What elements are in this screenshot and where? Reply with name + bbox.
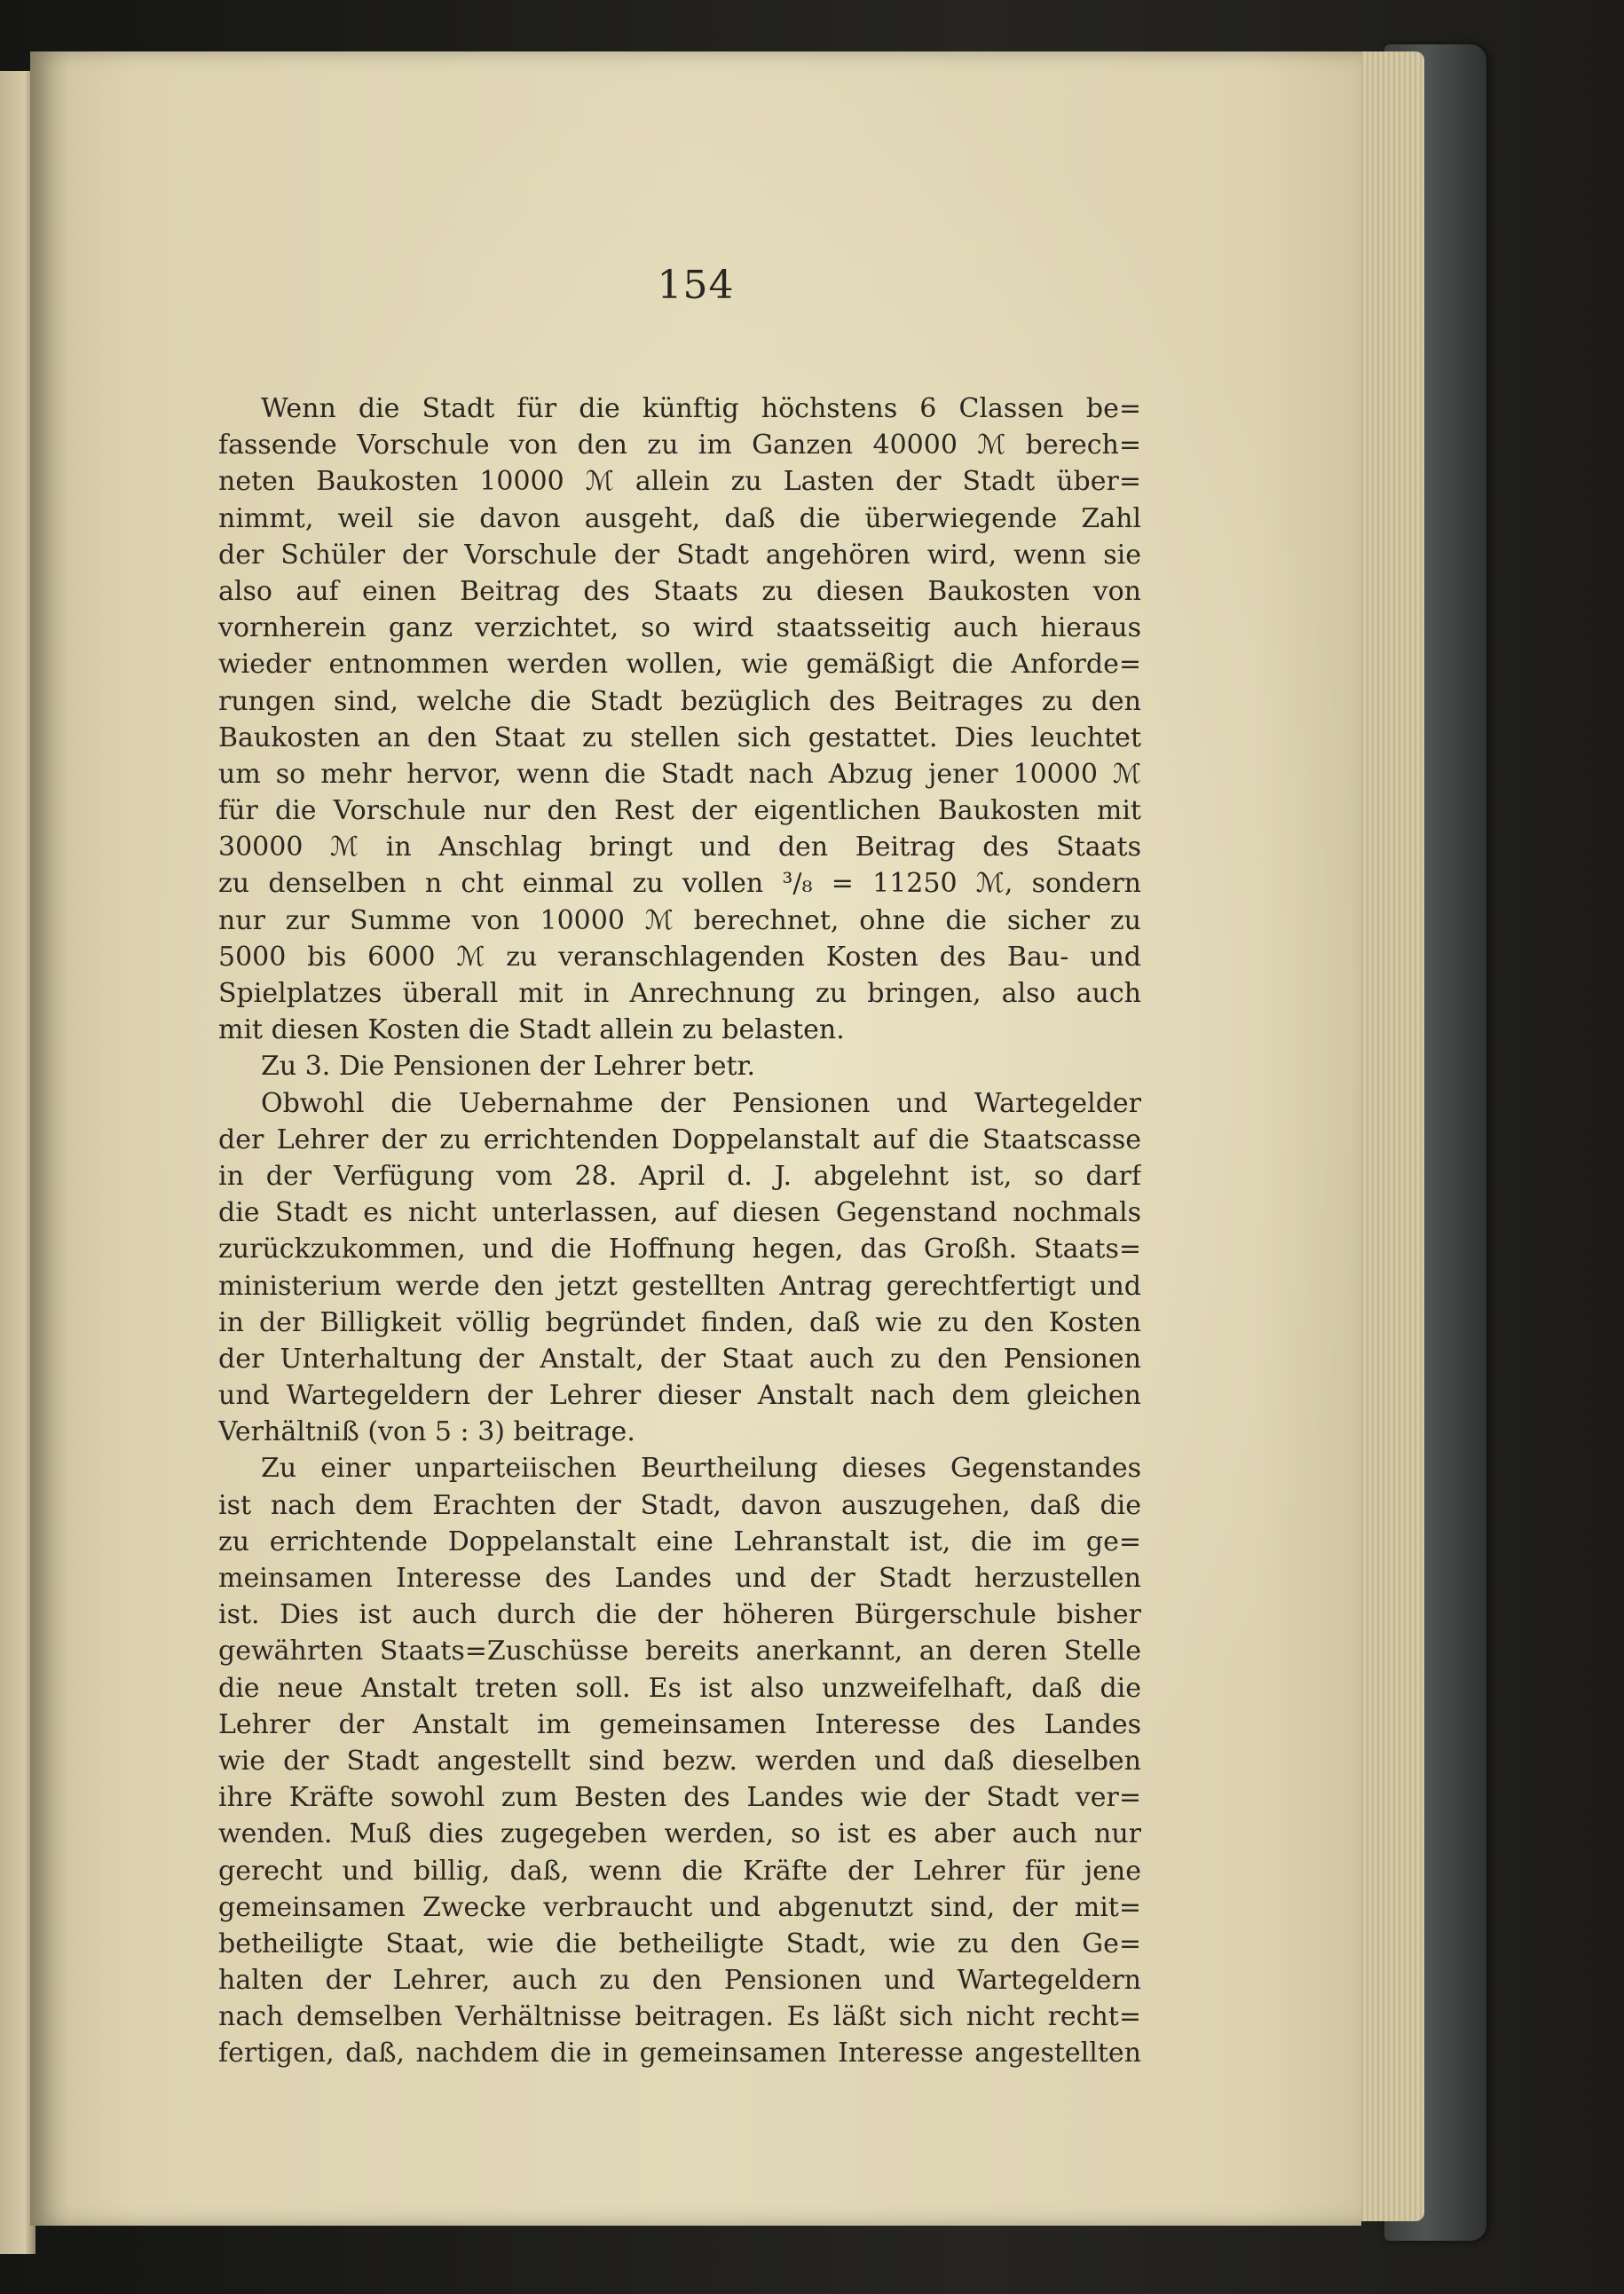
- text-line: Baukosten an den Staat zu stellen sich gestattet. Dies leuchtet: [218, 721, 1141, 753]
- text-line: wieder entnommen werden wollen, wie gemäßigt die Anforde=: [218, 649, 1141, 681]
- text-line: ihre Kräfte sowohl zum Besten des Landes wie der Stadt ver=: [218, 1782, 1141, 1814]
- text-line: gemeinsamen Zwecke verbraucht und abgenutzt sind, der mit=: [218, 1891, 1141, 1923]
- text-line: in der Billigkeit völlig begründet finden, daß wie zu den Kosten: [218, 1306, 1141, 1338]
- text-line: neten Baukosten 10000 ℳ allein zu Lasten der Stadt über=: [218, 466, 1141, 498]
- text-line: betheiligte Staat, wie die betheiligte Stadt, wie zu den Ge=: [218, 1927, 1141, 1959]
- text-line: ist nach dem Erachten der Stadt, davon auszugehen, daß die: [218, 1489, 1141, 1521]
- text-line: nach demselben Verhältnisse beitragen. Es läßt sich nicht recht=: [218, 2001, 1141, 2033]
- text-line: Wenn die Stadt für die künftig höchstens 6 Classen be=: [261, 393, 1141, 424]
- text-line: der Unterhaltung der Anstalt, der Staat auch zu den Pensionen: [218, 1343, 1141, 1375]
- text-line: mit diesen Kosten die Stadt allein zu belasten.: [218, 1014, 845, 1046]
- page-number: 154: [657, 263, 735, 308]
- text-line: nimmt, weil sie davon ausgeht, daß die überwiegende Zahl: [218, 502, 1141, 534]
- text-line: für die Vorschule nur den Rest der eigentlichen Baukosten mit: [218, 795, 1141, 827]
- text-line: Zu 3. Die Pensionen der Lehrer betr.: [261, 1051, 756, 1083]
- text-line: wie der Stadt angestellt sind bezw. werden und daß dieselben: [218, 1745, 1141, 1777]
- text-line: 30000 ℳ in Anschlag bringt und den Beitrag des Staats: [218, 832, 1141, 863]
- text-line: in der Verfügung vom 28. April d. J. abgelehnt ist, so darf: [218, 1160, 1141, 1192]
- text-line: die neue Anstalt treten soll. Es ist also unzweifelhaft, daß die: [218, 1672, 1141, 1704]
- text-line: zu errichtende Doppelanstalt eine Lehranstalt ist, die im ge=: [218, 1525, 1141, 1557]
- text-line: und Wartegeldern der Lehrer dieser Anstalt nach dem gleichen: [218, 1380, 1141, 1412]
- text-line: halten der Lehrer, auch zu den Pensionen und Wartegeldern: [218, 1965, 1141, 1997]
- text-line: der Schüler der Vorschule der Stadt angehören wird, wenn sie: [218, 539, 1141, 571]
- text-line: zu denselben n cht einmal zu vollen ³/₈ = 11250 ℳ, sondern: [218, 868, 1141, 900]
- text-line: fertigen, daß, nachdem die in gemeinsamen Interesse angestellten: [218, 2038, 1141, 2069]
- text-line: rungen sind, welche die Stadt bezüglich des Beitrages zu den: [218, 685, 1141, 717]
- text-line: 5000 bis 6000 ℳ zu veranschlagenden Kosten des Bau- und: [218, 941, 1141, 973]
- text-line: ist. Dies ist auch durch die der höheren Bürgerschule bisher: [218, 1599, 1141, 1631]
- text-line: vornherein ganz verzichtet, so wird staatsseitig auch hieraus: [218, 612, 1141, 644]
- text-line: gewährten Staats=Zuschüsse bereits anerkannt, an deren Stelle: [218, 1636, 1141, 1667]
- text-line: die Stadt es nicht unterlassen, auf diesen Gegenstand nochmals: [218, 1197, 1141, 1229]
- book-page: [30, 51, 1361, 2226]
- text-line: Spielplatzes überall mit in Anrechnung zu bringen, also auch: [218, 978, 1141, 1009]
- text-line: wenden. Muß dies zugegeben werden, so ist es aber auch nur: [218, 1818, 1141, 1850]
- text-line: Verhältniß (von 5 : 3) beitrage.: [218, 1416, 635, 1448]
- text-line: Zu einer unparteiischen Beurtheilung dieses Gegenstandes: [261, 1453, 1141, 1485]
- text-line: um so mehr hervor, wenn die Stadt nach Abzug jener 10000 ℳ: [218, 758, 1141, 790]
- text-line: zurückzukommen, und die Hoffnung hegen, das Großh. Staats=: [218, 1234, 1141, 1265]
- text-line: Lehrer der Anstalt im gemeinsamen Interesse des Landes: [218, 1708, 1141, 1740]
- body-text: [218, 390, 1141, 2072]
- text-line: meinsamen Interesse des Landes und der Stadt herzustellen: [218, 1563, 1141, 1594]
- text-line: nur zur Summe von 10000 ℳ berechnet, ohne die sicher zu: [218, 904, 1141, 936]
- text-line: Obwohl die Uebernahme der Pensionen und Wartegelder: [261, 1087, 1141, 1119]
- text-line: fassende Vorschule von den zu im Ganzen 40000 ℳ berech=: [218, 430, 1141, 461]
- text-line: ministerium werde den jetzt gestellten Antrag gerechtfertigt und: [218, 1270, 1141, 1302]
- text-line: gerecht und billig, daß, wenn die Kräfte der Lehrer für jene: [218, 1855, 1141, 1887]
- text-line: also auf einen Beitrag des Staats zu diesen Baukosten von: [218, 575, 1141, 607]
- text-line: der Lehrer der zu errichtenden Doppelanstalt auf die Staatscasse: [218, 1123, 1141, 1155]
